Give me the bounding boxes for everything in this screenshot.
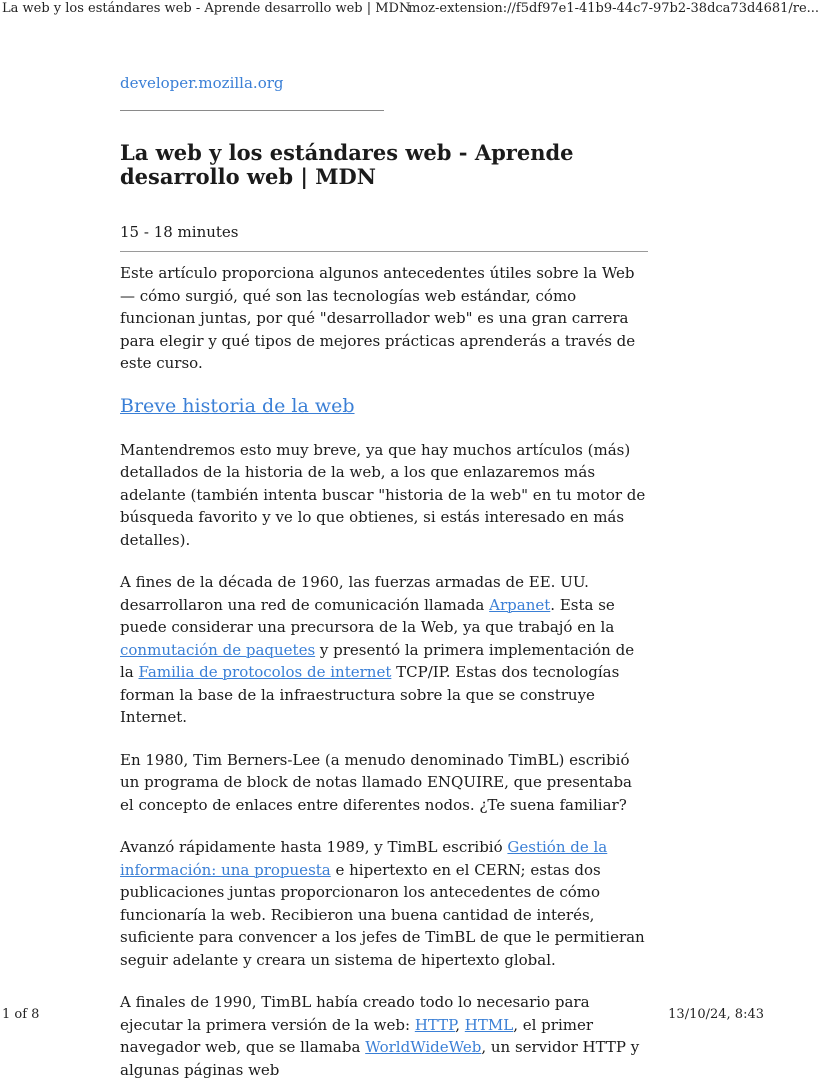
packet-switching-link[interactable]: conmutación de paquetes	[120, 640, 316, 659]
paragraph-3: En 1980, Tim Berners-Lee (a menudo denominado TimBL) escribió un programa de block de notas llamado ENQUIRE, que presentaba el concepto de enlaces entre diferentes nodos. ¿Te suena familiar?	[120, 750, 632, 814]
http-link[interactable]: HTTP	[414, 1015, 456, 1034]
print-footer	[0, 1006, 768, 1024]
paragraph-2-text-1: A fines de la década de 1960, las fuerzas armadas de EE. UU. desarrollaron una red de comunicación llamada	[120, 573, 589, 614]
paragraph-2	[120, 571, 648, 729]
paragraph-4	[120, 836, 648, 971]
worldwideweb-link[interactable]: WorldWideWeb	[365, 1038, 482, 1056]
article-content	[120, 70, 648, 1081]
site-divider	[120, 110, 384, 111]
site-link[interactable]: developer.mozilla.org	[120, 74, 284, 92]
intro-paragraph: Este artículo proporciona algunos antecedentes útiles sobre la Web — cómo surgió, qué son las tecnologías web estándar, cómo funcionan juntas, por qué "desarrollador web" es una gran carrera para elegir y qué tipos de mejores prácticas aprenderás a través de este curso.	[120, 264, 636, 372]
section-heading-link[interactable]: Breve historia de la web	[120, 394, 355, 417]
page-counter: 1 of 8	[2, 1007, 40, 1022]
paragraph-5	[120, 991, 648, 1081]
paragraph-2-text-4: TCP/IP. Estas dos tecnologías forman la base de la infraestructura sobre la que se construye Internet.	[120, 663, 620, 726]
article-title: La web y los estándares web - Aprende desarrollo web | MDN	[120, 140, 574, 189]
arpanet-link[interactable]: Arpanet	[489, 595, 551, 614]
paragraph-2-text-2: . Esta se puede considerar una precursora de la Web, ya que trabajó en la	[120, 595, 615, 636]
paragraph-1: Mantendremos esto muy breve, ya que hay muchos artículos (más) detallados de la historia de la web, a los que enlazaremos más adelante (también intenta buscar "historia de la web" en tu motor de búsqueda favorito y ve lo que obtienes, si estás interesado en más detalles).	[120, 440, 646, 549]
internet-protocol-suite-link[interactable]: Familia de protocolos de internet	[138, 663, 392, 681]
title-divider	[120, 251, 648, 252]
paragraph-2-text-3: y presentó la primera implementación de la	[120, 640, 635, 681]
section-heading	[120, 393, 648, 419]
reading-time: 15 - 18 minutes	[120, 223, 239, 241]
print-header	[0, 0, 819, 20]
html-link[interactable]: HTML	[464, 1015, 514, 1034]
print-header-url: moz-extension://f5df97e1-41b9-44c7-97b2-38dca73d4681/re...	[408, 1, 819, 16]
paragraph-4-text-2: e hipertexto en el CERN; estas dos publicaciones juntas proporcionaron los antecedentes de cómo funcionaría la web. Recibieron una buena cantidad de interés, suficiente para convencer a los jefes de TimBL de que le permitieran seguir adelante y creara un sistema de hipertexto global.	[120, 860, 645, 969]
information-management-proposal-link[interactable]: Gestión de la información: una propuesta	[120, 838, 608, 879]
print-header-title: La web y los estándares web - Aprende desarrollo web | MDN	[2, 1, 411, 16]
paragraph-5-text-4: , un servidor HTTP y algunas páginas web	[120, 1038, 640, 1079]
paragraph-5-text-2: ,	[455, 1015, 465, 1034]
print-datetime: 13/10/24, 8:43	[668, 1007, 764, 1022]
paragraph-5-text-1: A finales de 1990, TimBL había creado todo lo necesario para ejecutar la primera versión de la web:	[120, 993, 590, 1034]
paragraph-4-text-1: Avanzó rápidamente hasta 1989, y TimBL escribió	[120, 838, 508, 856]
paragraph-5-text-3: , el primer navegador web, que se llamaba	[120, 1015, 594, 1056]
